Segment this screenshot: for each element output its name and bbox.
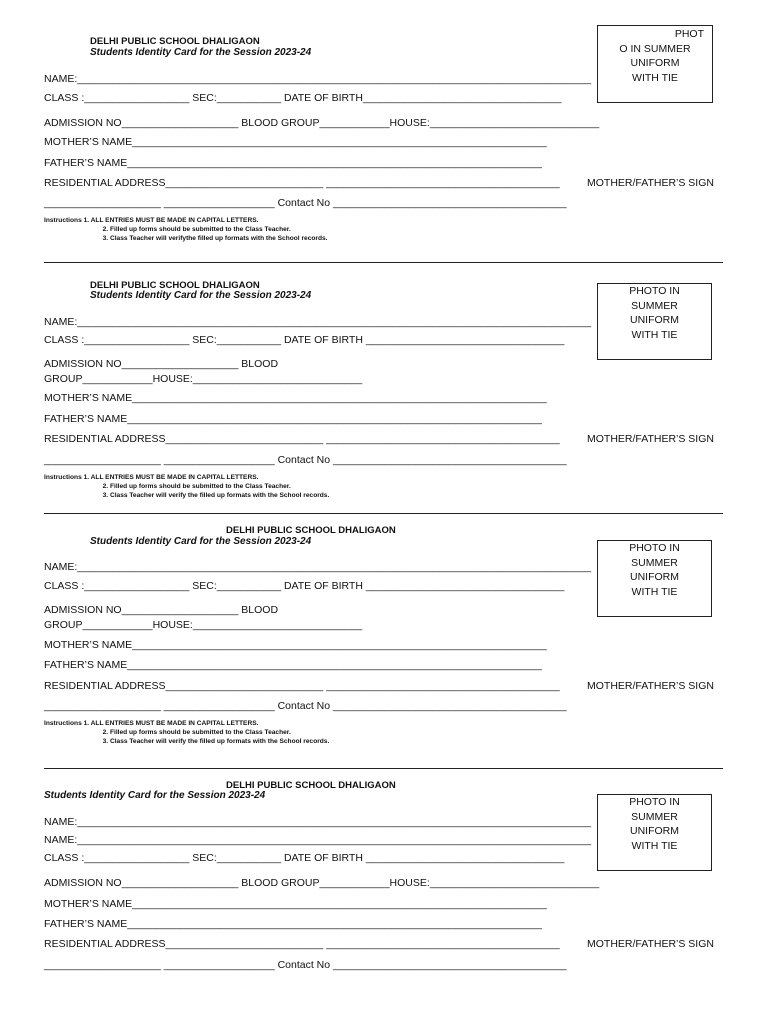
father-name-field[interactable]: FATHER’S NAME_______________________________________________________________________ — [44, 413, 542, 425]
photo-label-line: WITH TIE — [631, 328, 678, 341]
session-title: Students Identity Card for the Session 2023-24 — [90, 290, 312, 301]
name-field-2[interactable]: NAME:________________________________________________________________________________________ — [44, 834, 592, 846]
photo-box — [597, 25, 713, 103]
photo-label-line: PHOTO IN — [629, 285, 680, 297]
contact-field[interactable]: ____________________ ___________________ Contact No ________________________________________ — [44, 959, 567, 971]
session-title: Students Identity Card for the Session 2023-24 — [90, 536, 312, 547]
session-title: Students Identity Card for the Session 2023-24 — [90, 47, 312, 58]
father-name-field[interactable]: FATHER’S NAME_______________________________________________________________________ — [44, 918, 542, 930]
class-sec-dob-field[interactable]: CLASS :__________________ SEC:___________ DATE OF BIRTH __________________________________ — [44, 580, 565, 592]
parent-sign-label: MOTHER/FATHER’S SIGN — [587, 433, 714, 445]
parent-sign-label: MOTHER/FATHER’S SIGN — [587, 177, 714, 189]
photo-label-line: O IN SUMMER — [619, 42, 691, 55]
mother-name-field[interactable]: MOTHER’S NAME_______________________________________________________________________ — [44, 898, 547, 910]
instructions: Instructions 1. ALL ENTRIES MUST BE MADE IN CAPITAL LETTERS. 2. Filled up forms should be submitted to the Class Teacher. 3. Class Teacher will verify the filled up formats with the School records. — [44, 720, 330, 745]
photo-label-line: SUMMER — [631, 299, 678, 312]
photo-label-line: SUMMER — [631, 810, 678, 823]
photo-label-line: WITH TIE — [631, 585, 678, 598]
class-sec-dob-field[interactable]: CLASS :__________________ SEC:___________ DATE OF BIRTH __________________________________ — [44, 852, 565, 864]
photo-label-line: WITH TIE — [632, 71, 678, 84]
cut-line — [44, 513, 723, 514]
photo-label-line: UNIFORM — [630, 571, 679, 583]
photo-box — [597, 540, 712, 617]
instructions: Instructions 1. ALL ENTRIES MUST BE MADE IN CAPITAL LETTERS. 2. Filled up forms should be submitted to the Class Teacher. 3. Class Teacher will verify the filled up formats with the School records. — [44, 474, 330, 499]
mother-name-field[interactable]: MOTHER’S NAME_______________________________________________________________________ — [44, 392, 547, 404]
class-sec-dob-field[interactable]: CLASS :__________________ SEC:___________ DATE OF BIRTH__________________________________ — [44, 92, 562, 104]
contact-field[interactable]: ____________________ ___________________ Contact No ________________________________________ — [44, 197, 567, 209]
photo-box — [597, 794, 712, 871]
name-field[interactable]: NAME:________________________________________________________________________________________ — [44, 816, 592, 828]
residential-address-field[interactable]: RESIDENTIAL ADDRESS___________________________ ________________________________________ — [44, 680, 560, 692]
father-name-field[interactable]: FATHER’S NAME_______________________________________________________________________ — [44, 157, 542, 169]
contact-field[interactable]: ____________________ ___________________ Contact No ________________________________________ — [44, 700, 567, 712]
school-name: DELHI PUBLIC SCHOOL DHALIGAON — [90, 280, 260, 291]
session-title: Students Identity Card for the Session 2023-24 — [44, 790, 266, 801]
admission-blood-house-field[interactable]: ADMISSION NO____________________ BLOOD GROUP____________HOUSE:_____________________________ — [44, 117, 600, 129]
mother-name-field[interactable]: MOTHER’S NAME_______________________________________________________________________ — [44, 639, 547, 651]
instructions: Instructions 1. ALL ENTRIES MUST BE MADE IN CAPITAL LETTERS. 2. Filled up forms should be submitted to the Class Teacher. 3. Class Teacher will verifythe filled up formats with the School records. — [44, 217, 328, 242]
photo-label-line: UNIFORM — [630, 57, 680, 69]
residential-address-field[interactable]: RESIDENTIAL ADDRESS___________________________ ________________________________________ — [44, 177, 560, 189]
mother-name-field[interactable]: MOTHER’S NAME_______________________________________________________________________ — [44, 136, 547, 148]
group-house-field[interactable]: GROUP____________HOUSE:_____________________________ — [44, 619, 363, 631]
class-sec-dob-field[interactable]: CLASS :__________________ SEC:___________ DATE OF BIRTH __________________________________ — [44, 334, 565, 346]
parent-sign-label: MOTHER/FATHER’S SIGN — [587, 680, 714, 692]
name-field[interactable]: NAME:________________________________________________________________________________________ — [44, 561, 592, 573]
photo-label-line: WITH TIE — [631, 839, 678, 852]
admission-blood-house-field[interactable]: ADMISSION NO____________________ BLOOD GROUP____________HOUSE:_____________________________ — [44, 877, 600, 889]
cut-line — [44, 768, 723, 769]
photo-label-line: PHOTO IN — [629, 542, 680, 554]
photo-box — [597, 283, 712, 360]
parent-sign-label: MOTHER/FATHER’S SIGN — [587, 938, 714, 950]
school-name: DELHI PUBLIC SCHOOL DHALIGAON — [226, 780, 396, 791]
school-name: DELHI PUBLIC SCHOOL DHALIGAON — [226, 525, 396, 536]
group-house-field[interactable]: GROUP____________HOUSE:_____________________________ — [44, 373, 363, 385]
name-field[interactable]: NAME:________________________________________________________________________________________ — [44, 73, 592, 85]
name-field[interactable]: NAME:________________________________________________________________________________________ — [44, 316, 592, 328]
residential-address-field[interactable]: RESIDENTIAL ADDRESS___________________________ ________________________________________ — [44, 433, 560, 445]
residential-address-field[interactable]: RESIDENTIAL ADDRESS___________________________ ________________________________________ — [44, 938, 560, 950]
cut-line — [44, 262, 723, 263]
father-name-field[interactable]: FATHER’S NAME_______________________________________________________________________ — [44, 659, 542, 671]
photo-label-line: PHOTO IN — [629, 796, 680, 808]
admission-blood-field[interactable]: ADMISSION NO____________________ BLOOD — [44, 604, 279, 616]
school-name: DELHI PUBLIC SCHOOL DHALIGAON — [90, 36, 260, 47]
photo-label-line: SUMMER — [631, 556, 678, 569]
photo-label-line: UNIFORM — [630, 314, 679, 326]
photo-label-line: PHOT — [674, 28, 704, 40]
photo-label-line: UNIFORM — [630, 825, 679, 837]
admission-blood-field[interactable]: ADMISSION NO____________________ BLOOD — [44, 358, 279, 370]
contact-field[interactable]: ____________________ ___________________ Contact No ________________________________________ — [44, 454, 567, 466]
